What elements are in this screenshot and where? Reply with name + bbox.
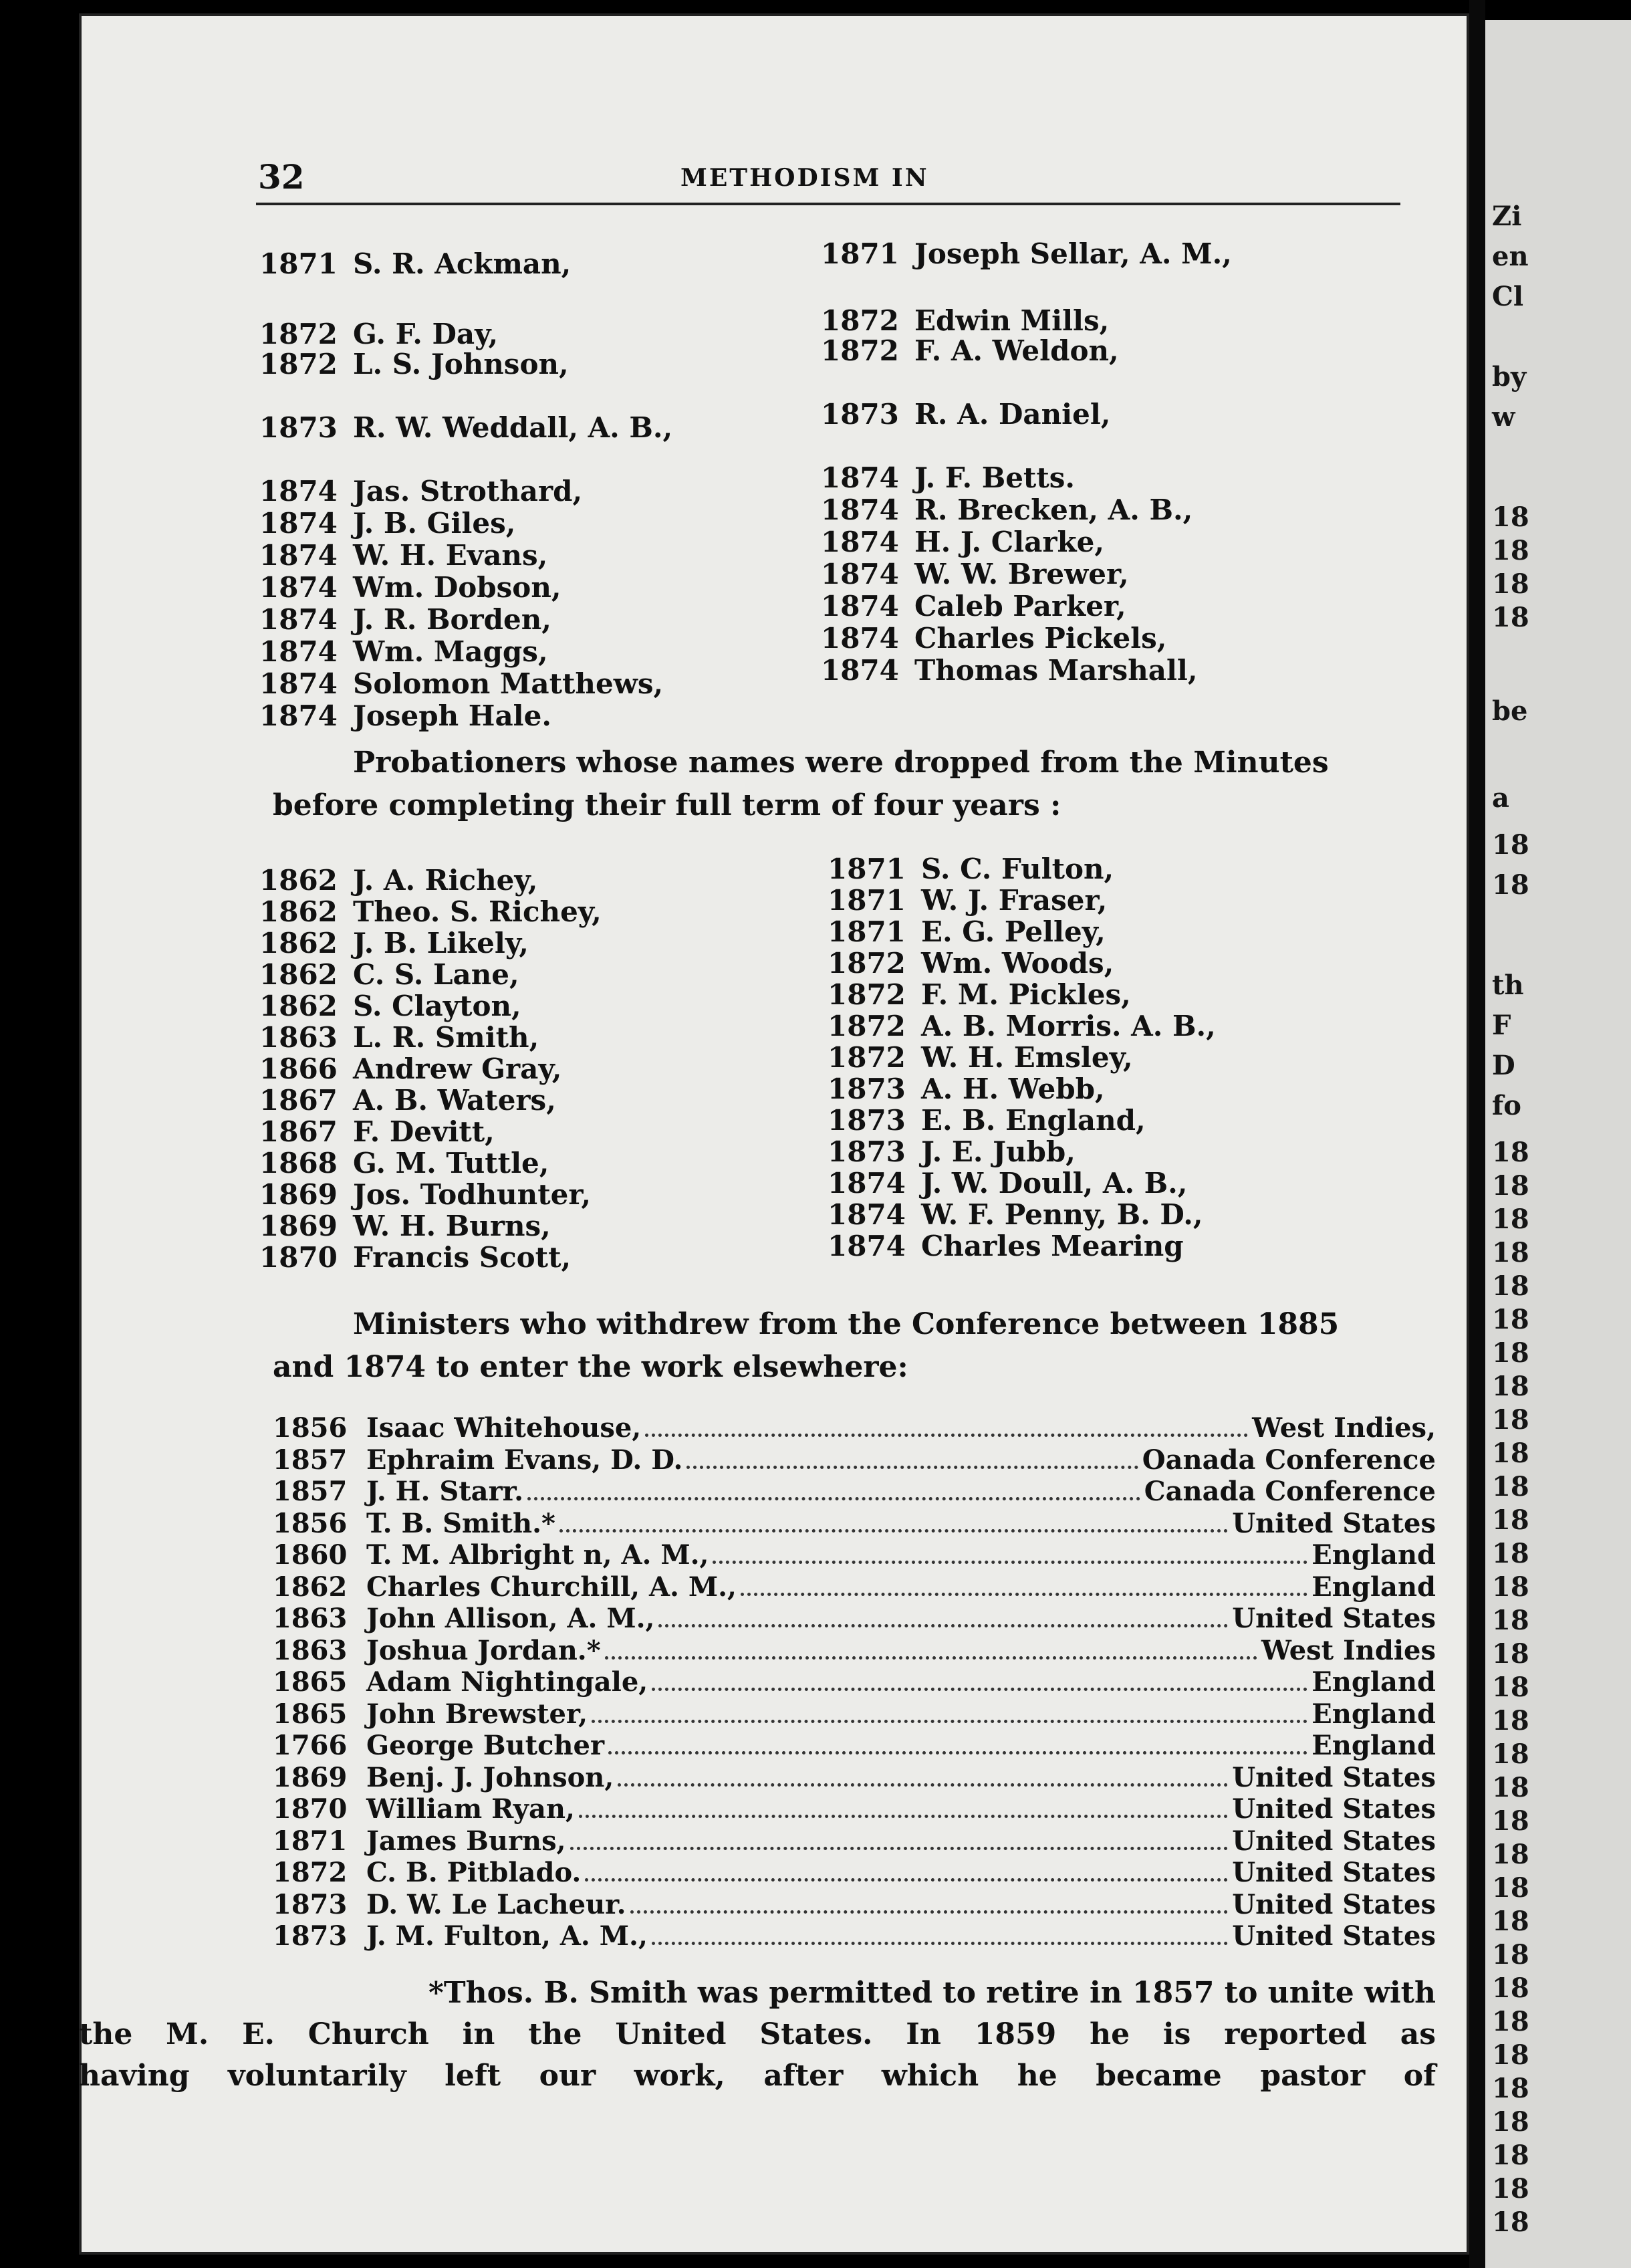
entry-name: F. A. Weldon, — [914, 334, 1119, 367]
entry-year: 1870 — [259, 1241, 338, 1274]
withdrew-year: 1873 — [273, 1920, 348, 1952]
list-entry — [821, 334, 1119, 367]
list-entry — [828, 1230, 1184, 1262]
entry-year: 1862 — [259, 864, 338, 897]
next-page-fragment: 18 — [1492, 2140, 1529, 2171]
withdrew-destination: United States — [1232, 1920, 1436, 1952]
entry-year: 1874 — [259, 667, 338, 700]
withdrew-year: 1872 — [273, 1857, 348, 1888]
withdrew-destination: United States — [1232, 1761, 1436, 1793]
list-entry — [259, 507, 515, 540]
withdrew-row — [273, 1508, 1436, 1540]
entry-year: 1872 — [828, 1041, 906, 1074]
withdrew-year: 1856 — [273, 1507, 348, 1539]
next-page-fragment: 18 — [1492, 1939, 1529, 1970]
withdrew-year: 1871 — [273, 1825, 348, 1857]
entry-name: A. B. Waters, — [353, 1084, 556, 1117]
entry-name: A. H. Webb, — [921, 1072, 1105, 1105]
withdrew-destination: West Indies, — [1252, 1412, 1436, 1444]
withdrew-destination: England — [1311, 1539, 1436, 1571]
withdrew-row — [273, 1730, 1436, 1762]
withdrew-row — [273, 1444, 1436, 1476]
entry-name: Andrew Gray, — [353, 1052, 562, 1085]
entry-name: S. Clayton, — [353, 990, 521, 1022]
entry-name: W. H. Burns, — [353, 1210, 551, 1242]
entry-name: R. A. Daniel, — [914, 398, 1111, 431]
list-entry — [821, 461, 1075, 494]
next-page-fragment: a — [1492, 782, 1509, 814]
list-entry — [259, 1084, 556, 1117]
entry-name: Wm. Maggs, — [353, 635, 548, 668]
list-entry — [828, 1198, 1203, 1231]
next-page-fragment: 18 — [1492, 2073, 1529, 2104]
list-entry — [259, 667, 663, 700]
withdrew-row — [273, 1603, 1436, 1635]
entry-name: R. Brecken, A. B., — [914, 493, 1193, 526]
dot-leader — [618, 1783, 1228, 1787]
next-page-fragment: th — [1492, 970, 1524, 1001]
next-page-edge — [1485, 20, 1631, 2268]
entry-name: W. W. Brewer, — [914, 558, 1129, 590]
next-page-fragment: 18 — [1492, 1672, 1529, 1703]
next-page-fragment: 18 — [1492, 1571, 1529, 1603]
book-page — [79, 13, 1469, 2255]
entry-name: J. R. Borden, — [353, 603, 551, 636]
withdrew-name: Ephraim Evans, D. D. — [366, 1444, 683, 1476]
next-page-fragment: fo — [1492, 1090, 1521, 1121]
next-page-fragment: 18 — [1492, 1605, 1529, 1636]
dot-leader — [585, 1878, 1228, 1882]
entry-year: 1874 — [259, 635, 338, 668]
list-entry — [821, 654, 1198, 687]
entry-year: 1874 — [821, 622, 899, 655]
list-entry — [259, 1210, 551, 1242]
list-entry — [259, 247, 571, 280]
entry-year: 1874 — [821, 558, 899, 590]
next-page-fragment: 18 — [1492, 1872, 1529, 1904]
next-page-fragment: 18 — [1492, 1738, 1529, 1770]
entry-name: Joseph Hale. — [353, 699, 551, 732]
entry-name: F. Devitt, — [353, 1115, 495, 1148]
next-page-fragment: 18 — [1492, 1304, 1529, 1335]
list-entry — [828, 915, 1106, 948]
entry-name: J. B. Likely, — [353, 927, 529, 959]
withdrew-name: Isaac Whitehouse, — [366, 1412, 642, 1444]
withdrew-destination: England — [1311, 1698, 1436, 1730]
dot-leader — [658, 1624, 1228, 1627]
entry-year: 1873 — [828, 1135, 906, 1168]
withdrew-year: 1870 — [273, 1793, 348, 1825]
withdrew-name: T. B. Smith.* — [366, 1507, 555, 1539]
withdrew-year: 1869 — [273, 1761, 348, 1793]
entry-year: 1862 — [259, 895, 338, 928]
list-entry — [259, 475, 582, 507]
entry-name: Edwin Mills, — [914, 304, 1110, 337]
entry-year: 1871 — [259, 247, 338, 280]
entry-name: J. F. Betts. — [914, 461, 1075, 494]
next-page-fragment: Cl — [1492, 281, 1524, 312]
entry-name: R. W. Weddall, A. B., — [353, 411, 673, 444]
footnote-line-3: having voluntarily left our work, after which he became pastor of — [79, 2059, 1436, 2093]
withdrew-year: 1856 — [273, 1412, 348, 1444]
next-page-fragment: 18 — [1492, 1438, 1529, 1469]
list-entry — [821, 304, 1109, 337]
next-page-fragment: 18 — [1492, 1170, 1529, 1202]
entry-name: F. M. Pickles, — [921, 978, 1131, 1011]
entry-name: W. H. Emsley, — [921, 1041, 1133, 1074]
dot-leader — [570, 1847, 1229, 1850]
entry-year: 1871 — [828, 884, 906, 917]
withdrew-name: John Brewster, — [366, 1698, 588, 1730]
probationers-intro-line-1: Probationers whose names were dropped from the Minutes — [353, 746, 1329, 780]
next-page-fragment: 18 — [1492, 2106, 1529, 2138]
list-entry — [828, 884, 1107, 917]
list-entry — [259, 603, 551, 636]
entry-year: 1862 — [259, 958, 338, 991]
dot-leader — [630, 1910, 1229, 1914]
entry-year: 1872 — [821, 304, 899, 337]
entry-name: J. A. Richey, — [353, 864, 538, 897]
withdrew-row — [273, 1666, 1436, 1698]
withdrew-year: 1862 — [273, 1571, 348, 1603]
withdrew-row — [273, 1920, 1436, 1952]
withdrew-name: James Burns, — [366, 1825, 566, 1857]
withdrew-destination: England — [1311, 1666, 1436, 1698]
dot-leader — [741, 1593, 1307, 1596]
withdrew-row — [273, 1857, 1436, 1889]
entry-name: Charles Mearing — [921, 1230, 1184, 1262]
entry-year: 1874 — [821, 493, 899, 526]
entry-name: Jas. Strothard, — [353, 475, 583, 507]
list-entry — [259, 1178, 591, 1211]
withdrew-year: 1857 — [273, 1444, 348, 1476]
withdrew-destination: Canada Conference — [1144, 1476, 1436, 1507]
dot-leader — [713, 1561, 1307, 1564]
dot-leader — [592, 1720, 1307, 1723]
entry-year: 1874 — [828, 1230, 906, 1262]
entry-year: 1862 — [259, 990, 338, 1022]
withdrew-destination: Oanada Conference — [1142, 1444, 1436, 1476]
withdrew-name: C. B. Pitblado. — [366, 1857, 582, 1888]
next-page-fragment: w — [1492, 401, 1515, 433]
entry-year: 1871 — [828, 853, 906, 885]
entry-name: J. W. Doull, A. B., — [921, 1167, 1188, 1200]
list-entry — [821, 622, 1166, 655]
entry-name: S. R. Ackman, — [353, 247, 572, 280]
withdrew-intro-line-2: and 1874 to enter the work elsewhere: — [273, 1350, 908, 1384]
list-entry — [828, 1167, 1187, 1200]
list-entry — [259, 895, 602, 928]
next-page-fragment: 18 — [1492, 1906, 1529, 1937]
withdrew-destination: England — [1311, 1571, 1436, 1603]
entry-year: 1866 — [259, 1052, 338, 1085]
next-page-fragment: 18 — [1492, 1839, 1529, 1870]
withdrew-destination: United States — [1232, 1825, 1436, 1857]
list-entry — [828, 1104, 1146, 1137]
entry-name: C. S. Lane, — [353, 958, 519, 991]
withdrew-destination: United States — [1232, 1888, 1436, 1920]
withdrew-year: 1863 — [273, 1634, 348, 1666]
entry-year: 1874 — [259, 571, 338, 604]
entry-name: G. M. Tuttle, — [353, 1147, 549, 1179]
next-page-fragment: be — [1492, 695, 1528, 727]
page-number: 32 — [258, 157, 305, 197]
withdrew-row — [273, 1635, 1436, 1667]
next-page-fragment: 18 — [1492, 1404, 1529, 1436]
entry-year: 1872 — [821, 334, 899, 367]
withdrew-row — [273, 1476, 1436, 1508]
withdrew-name: William Ryan, — [366, 1793, 575, 1825]
dot-leader — [579, 1815, 1228, 1818]
list-entry — [821, 237, 1232, 270]
next-page-fragment: 18 — [1492, 1237, 1529, 1268]
next-page-fragment: D — [1492, 1050, 1515, 1081]
footnote-line-1: *Thos. B. Smith was permitted to retire in 1857 to unite with — [428, 1976, 1436, 2010]
entry-year: 1874 — [828, 1167, 906, 1200]
list-entry — [821, 558, 1129, 590]
entry-year: 1874 — [259, 603, 338, 636]
entry-year: 1871 — [821, 237, 899, 270]
list-entry — [259, 539, 547, 572]
withdrew-row — [273, 1571, 1436, 1603]
list-entry — [259, 1021, 539, 1054]
list-entry — [259, 864, 537, 897]
next-page-fragment: 18 — [1492, 1337, 1529, 1369]
next-page-fragment: 18 — [1492, 1705, 1529, 1736]
entry-name: L. S. Johnson, — [353, 348, 569, 380]
withdrew-destination: England — [1311, 1730, 1436, 1761]
book-spine-shadow — [1469, 0, 1485, 2268]
next-page-fragment: 18 — [1492, 1638, 1529, 1670]
withdrew-name: D. W. Le Lacheur. — [366, 1888, 626, 1920]
entry-name: H. J. Clarke, — [914, 526, 1104, 558]
next-page-fragment: 18 — [1492, 2039, 1529, 2071]
withdrew-destination: West Indies — [1261, 1634, 1436, 1666]
list-entry — [259, 348, 569, 380]
entry-year: 1872 — [259, 348, 338, 380]
withdrew-row — [273, 1762, 1436, 1794]
list-entry — [821, 526, 1104, 558]
entry-year: 1873 — [821, 398, 899, 431]
withdrew-name: J. H. Starr. — [366, 1476, 523, 1507]
withdrew-name: Joshua Jordan.* — [366, 1634, 601, 1666]
list-entry — [259, 990, 521, 1022]
entry-year: 1871 — [828, 915, 906, 948]
entry-year: 1873 — [828, 1072, 906, 1105]
withdrew-intro-line-1: Ministers who withdrew from the Conference between 1885 — [353, 1307, 1340, 1341]
withdrew-name: Benj. J. Johnson, — [366, 1761, 614, 1793]
list-entry — [259, 1147, 549, 1179]
entry-name: A. B. Morris. A. B., — [921, 1010, 1216, 1042]
withdrew-row — [273, 1825, 1436, 1857]
list-entry — [828, 947, 1114, 980]
list-entry — [828, 1041, 1133, 1074]
page-header — [258, 157, 1394, 204]
list-entry — [259, 1052, 561, 1085]
entry-year: 1869 — [259, 1210, 338, 1242]
next-page-fragment: 18 — [1492, 1538, 1529, 1569]
entry-year: 1867 — [259, 1084, 338, 1117]
withdrew-name: J. M. Fulton, A. M., — [366, 1920, 648, 1952]
next-page-fragment: 18 — [1492, 2006, 1529, 2037]
entry-year: 1874 — [259, 539, 338, 572]
entry-year: 1872 — [828, 978, 906, 1011]
entry-year: 1874 — [821, 461, 899, 494]
entry-year: 1873 — [828, 1104, 906, 1137]
entry-year: 1874 — [259, 507, 338, 540]
entry-year: 1868 — [259, 1147, 338, 1179]
entry-name: Jos. Todhunter, — [353, 1178, 592, 1211]
withdrew-name: Charles Churchill, A. M., — [366, 1571, 737, 1603]
next-page-fragment: 18 — [1492, 1371, 1529, 1402]
entry-year: 1874 — [821, 526, 899, 558]
withdrew-row — [273, 1889, 1436, 1921]
withdrew-destination: United States — [1232, 1507, 1436, 1539]
next-page-fragment: 18 — [1492, 1772, 1529, 1803]
withdrew-year: 1865 — [273, 1698, 348, 1730]
next-page-fragment: 18 — [1492, 1805, 1529, 1837]
withdrew-row — [273, 1412, 1436, 1444]
withdrew-year: 1873 — [273, 1888, 348, 1920]
list-entry — [828, 1135, 1076, 1168]
next-page-fragment: 18 — [1492, 1504, 1529, 1536]
withdrew-year: 1766 — [273, 1730, 348, 1761]
next-page-fragment: by — [1492, 361, 1527, 392]
list-entry — [259, 927, 529, 959]
list-entry — [259, 1241, 571, 1274]
withdrew-year: 1863 — [273, 1603, 348, 1634]
entry-year: 1867 — [259, 1115, 338, 1148]
entry-year: 1872 — [259, 318, 338, 350]
withdrew-destination: United States — [1232, 1793, 1436, 1825]
entry-name: Thomas Marshall, — [914, 654, 1198, 687]
entry-name: Caleb Parker, — [914, 590, 1126, 622]
list-entry — [828, 853, 1114, 885]
entry-name: Solomon Matthews, — [353, 667, 664, 700]
entry-name: Charles Pickels, — [914, 622, 1167, 655]
entry-name: L. R. Smith, — [353, 1021, 539, 1054]
dot-leader — [652, 1942, 1228, 1945]
entry-year: 1874 — [828, 1198, 906, 1231]
next-page-fragment: F — [1492, 1010, 1511, 1041]
next-page-fragment: 18 — [1492, 602, 1529, 633]
next-page-fragment: 18 — [1492, 568, 1529, 600]
entry-name: J. E. Jubb, — [921, 1135, 1076, 1168]
footnote-line-2: the M. E. Church in the United States. In 1859 he is reported as — [79, 2017, 1436, 2051]
withdrew-year: 1860 — [273, 1539, 348, 1571]
footnote — [79, 1972, 1436, 2097]
dot-leader — [559, 1529, 1228, 1533]
withdrew-year: 1857 — [273, 1476, 348, 1507]
withdrew-name: John Allison, A. M., — [366, 1603, 655, 1634]
entry-year: 1873 — [259, 411, 338, 444]
next-page-fragment: 18 — [1492, 1270, 1529, 1302]
entry-name: J. B. Giles, — [353, 507, 516, 540]
next-page-fragment: 18 — [1492, 1137, 1529, 1168]
list-entry — [828, 1072, 1105, 1105]
next-page-fragment: 18 — [1492, 829, 1529, 861]
next-page-fragment: en — [1492, 241, 1529, 272]
next-page-fragment: 18 — [1492, 535, 1529, 566]
entry-year: 1872 — [828, 947, 906, 980]
entry-name: Wm. Woods, — [921, 947, 1114, 980]
dot-leader — [605, 1656, 1257, 1660]
next-page-fragment: 18 — [1492, 501, 1529, 533]
withdrew-row — [273, 1793, 1436, 1825]
list-entry — [259, 571, 561, 604]
entry-name: S. C. Fulton, — [921, 853, 1114, 885]
next-page-fragment: Zi — [1492, 201, 1522, 232]
entry-year: 1872 — [828, 1010, 906, 1042]
withdrew-name: T. M. Albright n, A. M., — [366, 1539, 709, 1571]
entry-name: E. G. Pelley, — [921, 915, 1106, 948]
entry-name: G. F. Day, — [353, 318, 499, 350]
entry-name: Wm. Dobson, — [353, 571, 561, 604]
withdrew-year: 1865 — [273, 1666, 348, 1698]
header-rule — [256, 203, 1400, 205]
list-entry — [828, 1010, 1216, 1042]
list-entry — [828, 978, 1131, 1011]
dot-leader — [608, 1751, 1307, 1754]
list-entry — [259, 635, 548, 668]
entry-year: 1874 — [821, 590, 899, 622]
next-page-fragment: 18 — [1492, 1471, 1529, 1502]
next-page-fragment: 18 — [1492, 869, 1529, 901]
entry-name: Francis Scott, — [353, 1241, 572, 1274]
list-entry — [259, 411, 672, 444]
entry-year: 1874 — [821, 654, 899, 687]
entry-name: Theo. S. Richey, — [353, 895, 602, 928]
withdrew-row — [273, 1698, 1436, 1730]
entry-year: 1863 — [259, 1021, 338, 1054]
list-entry — [821, 493, 1193, 526]
withdrew-destination: United States — [1232, 1857, 1436, 1888]
next-page-fragment: 18 — [1492, 1204, 1529, 1235]
entry-name: Joseph Sellar, A. M., — [914, 237, 1232, 270]
entry-year: 1862 — [259, 927, 338, 959]
withdrew-row — [273, 1539, 1436, 1571]
dot-leader — [527, 1497, 1140, 1500]
withdrew-name: George Butcher — [366, 1730, 605, 1761]
list-entry — [259, 318, 498, 350]
list-entry — [821, 590, 1126, 622]
withdrew-name: Adam Nightingale, — [366, 1666, 648, 1698]
entry-year: 1874 — [259, 699, 338, 732]
next-page-fragment: 18 — [1492, 2173, 1529, 2204]
list-entry — [821, 398, 1110, 431]
dot-leader — [686, 1466, 1138, 1469]
entry-year: 1869 — [259, 1178, 338, 1211]
entry-name: W. J. Fraser, — [921, 884, 1108, 917]
dot-leader — [645, 1434, 1248, 1437]
list-entry — [259, 958, 519, 991]
next-page-fragment: 18 — [1492, 1972, 1529, 2004]
withdrew-destination: United States — [1232, 1603, 1436, 1634]
dot-leader — [652, 1688, 1307, 1691]
running-title: METHODISM IN — [680, 164, 929, 192]
probationers-intro-line-2: before completing their full term of four years : — [273, 788, 1061, 822]
entry-name: E. B. England, — [921, 1104, 1146, 1137]
entry-name: W. H. Evans, — [353, 539, 548, 572]
list-entry — [259, 1115, 495, 1148]
list-entry — [259, 699, 551, 732]
entry-name: W. F. Penny, B. D., — [921, 1198, 1203, 1231]
next-page-fragment: 18 — [1492, 2206, 1529, 2238]
entry-year: 1874 — [259, 475, 338, 507]
